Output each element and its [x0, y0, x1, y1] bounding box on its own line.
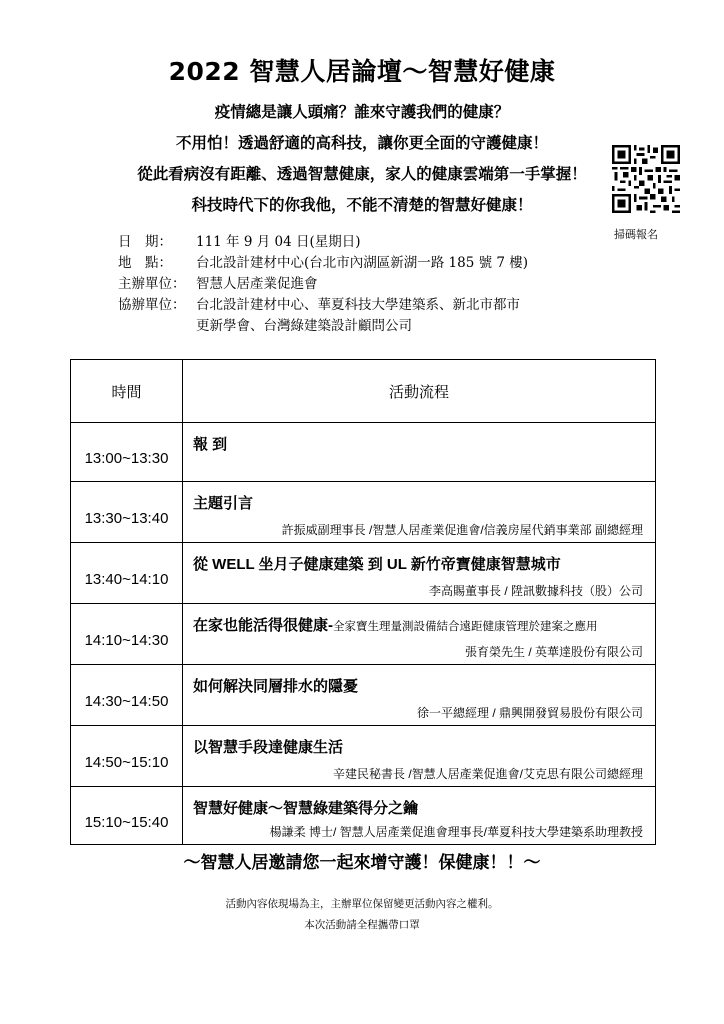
activity-speaker: 許振威副理事長 /智慧人居產業促進會/信義房屋代銷事業部 副總經理 — [281, 523, 643, 537]
activity-title — [193, 604, 645, 635]
row-time: 14:50~15:10 — [71, 726, 183, 787]
note-line-2: 本次活動請全程攜帶口罩 — [304, 919, 420, 931]
intro-line-2: 不用怕！透過舒適的高科技，讓你更全面的守護健康！ — [175, 134, 548, 152]
activity-speaker: 張育榮先生 / 英華達股份有限公司 — [464, 645, 643, 659]
activity-title-sub: 全家寶生理量測設備結合遠距健康管理於建案之應用 — [333, 621, 598, 633]
event-info — [118, 232, 528, 337]
table-row — [71, 482, 656, 543]
header-time: 時間 — [71, 360, 183, 423]
table-row — [71, 604, 656, 665]
activity-title: 從 WELL 坐月子健康建築 到 UL 新竹帝寶健康智慧城市 — [193, 556, 561, 573]
schedule-table — [70, 359, 656, 845]
row-activity — [183, 604, 656, 665]
info-co-organizer — [118, 295, 528, 316]
activity-speaker: 徐一平總經理 / 鼎興開發貿易股份有限公司 — [416, 706, 643, 720]
info-place — [118, 253, 528, 274]
table-row — [71, 423, 656, 482]
host-label: 主辦單位： — [118, 276, 186, 292]
row-activity — [183, 482, 656, 543]
activity-title: 如何解決同層排水的隱憂 — [193, 678, 359, 695]
activity-speaker: 楊謙柔 博士/ 智慧人居產業促進會理事長/華夏科技大學建築系助理教授 — [269, 825, 643, 839]
place-label: 地 點： — [118, 255, 172, 271]
info-host — [118, 274, 528, 295]
table-row — [71, 726, 656, 787]
row-time: 13:40~14:10 — [71, 543, 183, 604]
row-activity — [183, 423, 656, 482]
header-activity: 活動流程 — [183, 360, 656, 423]
activity-title-main: 在家也能活得很健康- — [193, 617, 333, 634]
intro-line-4: 科技時代下的你我他，不能不清楚的智慧好健康！ — [191, 196, 533, 214]
row-activity — [183, 787, 656, 845]
co-organizer-label: 協辦單位： — [118, 297, 186, 313]
row-activity — [183, 543, 656, 604]
intro-line-3: 從此看病沒有距離、透過智慧健康，家人的健康雲端第一手掌握！ — [137, 165, 587, 183]
page-title: 2022 智慧人居論壇～智慧好健康 — [168, 57, 556, 86]
date-label: 日 期： — [118, 234, 172, 250]
date-value: 111 年 9 月 04 日(星期日) — [196, 234, 361, 250]
note-line-1: 活動內容依現場為主，主辦單位保留變更活動內容之權利。 — [225, 898, 499, 910]
co-organizer-value-1: 台北設計建材中心、華夏科技大學建築系、新北市都市 — [196, 297, 520, 313]
host-value: 智慧人居產業促進會 — [196, 276, 318, 292]
row-time: 14:30~14:50 — [71, 665, 183, 726]
row-time: 15:10~15:40 — [71, 787, 183, 845]
qr-label: 掃碼報名 — [614, 228, 658, 241]
table-row — [71, 543, 656, 604]
table-row — [71, 787, 656, 845]
qr-code-icon[interactable] — [612, 145, 680, 213]
row-time: 13:30~13:40 — [71, 482, 183, 543]
activity-title: 主題引言 — [193, 495, 254, 512]
info-date — [118, 232, 528, 253]
activity-title: 報 到 — [193, 436, 228, 453]
table-header-row — [71, 360, 656, 423]
row-time: 14:10~14:30 — [71, 604, 183, 665]
place-value: 台北設計建材中心(台北市內湖區新湖一路 185 號 7 樓) — [196, 255, 529, 271]
co-organizer-value-2: 更新學會、台灣綠建築設計顧問公司 — [196, 318, 412, 334]
closing-slogan: ～智慧人居邀請您一起來增守護！保健康！！～ — [183, 853, 541, 873]
table-row — [71, 665, 656, 726]
activity-title: 以智慧手段達健康生活 — [193, 739, 344, 756]
activity-speaker: 辛建民秘書長 /智慧人居產業促進會/艾克思有限公司總經理 — [332, 767, 643, 781]
row-activity — [183, 665, 656, 726]
info-co-organizer-cont — [118, 316, 528, 337]
row-activity — [183, 726, 656, 787]
activity-speaker: 李高賜董事長 / 陞訊數據科技（股）公司 — [428, 584, 643, 598]
activity-title: 智慧好健康～智慧綠建築得分之鑰 — [193, 800, 419, 817]
row-time: 13:00~13:30 — [71, 423, 183, 482]
intro-line-1: 疫情總是讓人頭痛？誰來守護我們的健康？ — [214, 103, 510, 121]
